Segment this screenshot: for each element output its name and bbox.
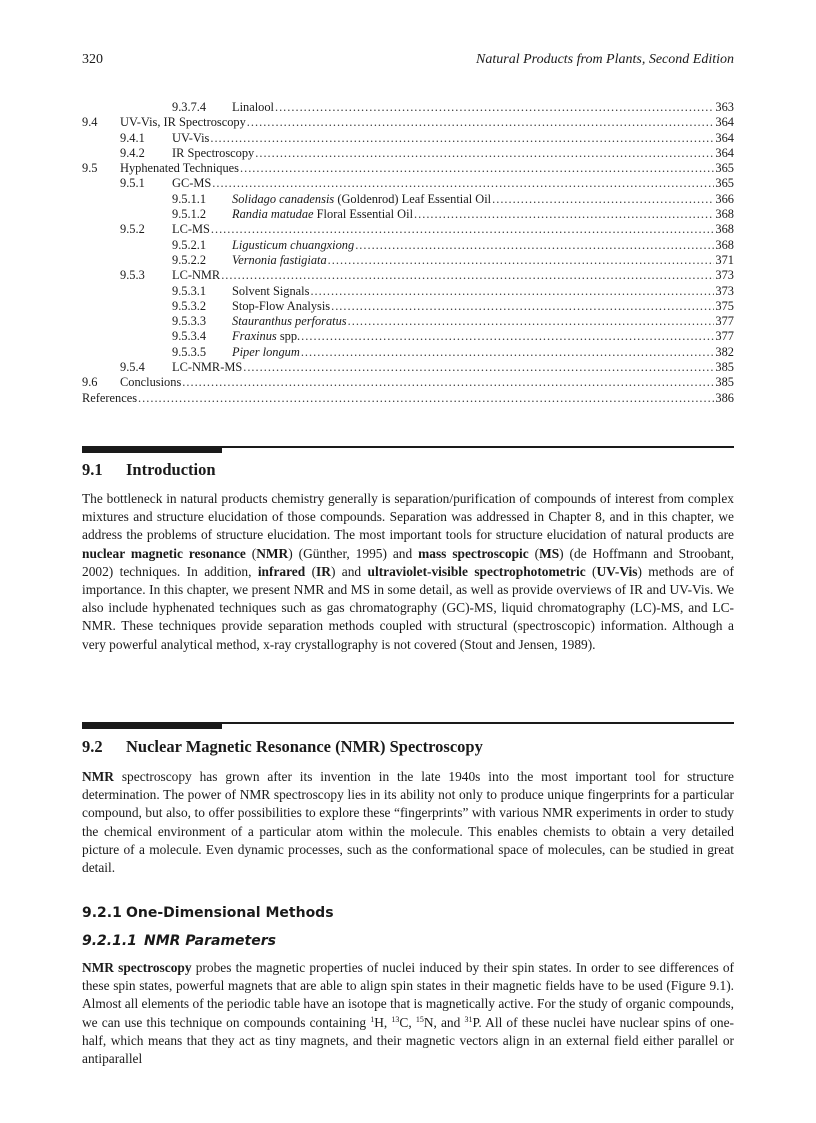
toc-entry xyxy=(82,314,734,329)
subsection-heading-one-dimensional-methods: 9.2.1 One-Dimensional Methods xyxy=(82,905,334,921)
toc-entry-number: 9.5.3.3 xyxy=(172,314,207,329)
toc-entry-number: 9.5.3.4 xyxy=(172,329,207,344)
toc-entry-label: LC-NMR xyxy=(172,268,221,283)
toc-entry-page: 377 xyxy=(715,314,734,329)
toc-entry xyxy=(82,268,734,283)
toc-entry-label: LC-MS xyxy=(172,222,210,237)
toc-leader-dots xyxy=(211,222,715,237)
toc-entry xyxy=(82,299,734,314)
toc-entry-label: Hyphenated Techniques xyxy=(120,161,239,176)
toc-entry-page: 365 xyxy=(715,161,734,176)
toc-leader-dots xyxy=(331,299,714,314)
toc-entry xyxy=(82,161,734,176)
subsubsection-heading-nmr-parameters: 9.2.1.1 NMR Parameters xyxy=(82,933,276,949)
toc-entry-label: Vernonia fastigiata xyxy=(232,252,327,267)
toc-entry-page: 373 xyxy=(715,283,734,298)
toc-entry-number: 9.5.3.1 xyxy=(172,283,207,298)
toc-entry-page: 385 xyxy=(715,375,734,390)
page-number: 320 xyxy=(82,52,103,67)
toc-leader-dots xyxy=(301,329,714,344)
toc-entry-number: 9.6 xyxy=(82,375,98,390)
toc-entry-page: 368 xyxy=(715,222,734,237)
toc-entry-label: Conclusions xyxy=(120,375,182,390)
toc-entry-label: Fraxinus spp. xyxy=(232,329,301,344)
toc-entry-page: 386 xyxy=(715,390,734,405)
toc-entry-number: 9.5.1 xyxy=(120,176,145,191)
toc-entry-number: 9.4.2 xyxy=(120,145,145,160)
toc-entry xyxy=(82,176,734,191)
section-rule-accent xyxy=(82,448,222,453)
toc-leader-dots xyxy=(210,131,714,146)
toc-leader-dots xyxy=(301,345,715,360)
toc-leader-dots xyxy=(255,146,714,161)
toc-leader-dots xyxy=(240,161,714,176)
toc-entry-page: 364 xyxy=(715,145,734,160)
section-rule-accent xyxy=(82,724,222,729)
toc-entry-label: Stauranthus perforatus xyxy=(232,314,347,329)
nmr-parameters-paragraph: NMR spectroscopy probes the magnetic properties of nuclei induced by their spin states. In order to see differences of these spin states, powerful magnets that are able to align spin states in their magnetic fields have to be used (Figure 9.1). Almost all elements of the periodic table have an isotope that is magnetically active. For the study of organic compounds, we can use this technique on compounds containing $^1$H, $^{13}$C, $^{15}$N, and $^{31}$P. All of these nuclei have nuclear spins of one-half, which means that they act as tiny magnets, and their magnetic vectors align in an external field either parallel or antiparallel xyxy=(82,960,734,1067)
toc-leader-dots xyxy=(247,115,715,130)
toc-entry xyxy=(82,131,734,146)
toc-entry-number: 9.5.4 xyxy=(120,360,145,375)
toc-entry-label: IR Spectroscopy xyxy=(172,145,255,160)
toc-leader-dots xyxy=(243,360,714,375)
toc-entry-label: Piper longum xyxy=(232,344,300,359)
section-rule xyxy=(82,446,734,448)
toc-entry-number: 9.5.2.1 xyxy=(172,237,207,252)
toc-entry-number: 9.5.3.2 xyxy=(172,298,207,313)
toc-entry xyxy=(82,238,734,253)
toc-entry-number: 9.5.2.2 xyxy=(172,252,207,267)
toc-entry xyxy=(82,284,734,299)
toc-entry xyxy=(82,375,734,390)
toc-entry-label: Solvent Signals xyxy=(232,283,310,298)
toc-entry-label: Stop-Flow Analysis xyxy=(232,298,331,313)
toc-entry-page: 385 xyxy=(715,360,734,375)
toc-entry xyxy=(82,115,734,130)
toc-entry-page: 365 xyxy=(715,176,734,191)
toc-entry-page: 364 xyxy=(715,115,734,130)
intro-paragraph: The bottleneck in natural products chemistry generally is separation/purification of compounds of interest from complex mixtures and structure elucidation of those compounds. Separation was addressed in Chapter 8, and in this chapter, we address the problems of structure elucidation. The most important tools for structure elucidation of natural products are nuclear magnetic resonance (NMR) (Günther, 1995) and mass spectroscopic (MS) (de Hoffmann and Stroobant, 2002) techniques. In addition, infrared (IR) and ultraviolet-visible spectrophotometric (UV-Vis) methods are of importance. In this chapter, we present NMR and MS in some detail, as well as provide overviews of IR and UV-Vis. We also include hyphenated techniques such as gas chromatography (GC)-MS, liquid chromatography (LC)-MS, and LC-NMR. These techniques provide separation methods coupled with structural (spectroscopic) information. Although a very powerful analytical method, x-ray crystallography is not covered (Stout and Jensen, 1989). xyxy=(82,491,734,652)
toc-entry-label: GC-MS xyxy=(172,176,212,191)
table-of-contents xyxy=(82,100,734,406)
toc-entry-label: Ligusticum chuangxiong xyxy=(232,237,355,252)
toc-leader-dots xyxy=(414,207,714,222)
toc-entry-label: Randia matudae Floral Essential Oil xyxy=(232,207,414,222)
toc-entry xyxy=(82,192,734,207)
toc-leader-dots xyxy=(138,391,714,406)
toc-entry-page: 382 xyxy=(715,344,734,359)
toc-entry-page: 368 xyxy=(715,207,734,222)
toc-leader-dots xyxy=(212,176,714,191)
toc-leader-dots xyxy=(275,100,714,115)
toc-entry-label: References xyxy=(82,390,138,405)
toc-entry-number: 9.5.2 xyxy=(120,222,145,237)
toc-leader-dots xyxy=(492,192,714,207)
toc-entry xyxy=(82,207,734,222)
toc-entry-page: 375 xyxy=(715,298,734,313)
toc-entry-number: 9.4.1 xyxy=(120,130,145,145)
toc-entry-page: 373 xyxy=(715,268,734,283)
book-title: Natural Products from Plants, Second Edition xyxy=(476,52,734,67)
toc-entry-label: UV-Vis xyxy=(172,130,210,145)
toc-entry-number: 9.5 xyxy=(82,161,98,176)
toc-entry-page: 377 xyxy=(715,329,734,344)
toc-entry xyxy=(82,360,734,375)
toc-entry-page: 371 xyxy=(715,252,734,267)
toc-entry-label: Solidago canadensis (Goldenrod) Leaf Essential Oil xyxy=(232,191,492,206)
toc-entry-label: UV-Vis, IR Spectroscopy xyxy=(120,115,246,130)
toc-leader-dots xyxy=(348,314,715,329)
section-heading-nmr: 9.2 Nuclear Magnetic Resonance (NMR) Spectroscopy xyxy=(82,737,483,756)
toc-entry xyxy=(82,222,734,237)
toc-entry-page: 363 xyxy=(715,100,734,114)
toc-entry-number: 9.5.3 xyxy=(120,268,145,283)
toc-entry-number: 9.3.7.4 xyxy=(172,100,207,114)
toc-entry xyxy=(82,329,734,344)
toc-leader-dots xyxy=(221,268,714,283)
toc-entry-label: Linalool xyxy=(232,100,274,114)
toc-leader-dots xyxy=(328,253,715,268)
toc-entry-label: LC-NMR-MS xyxy=(172,360,243,375)
toc-entry-page: 366 xyxy=(715,191,734,206)
toc-entry-number: 9.4 xyxy=(82,115,98,130)
toc-leader-dots xyxy=(182,375,714,390)
toc-entry-page: 368 xyxy=(715,237,734,252)
toc-leader-dots xyxy=(355,238,714,253)
section-heading-introduction: 9.1 Introduction xyxy=(82,460,216,479)
toc-entry-number: 9.5.1.1 xyxy=(172,191,207,206)
toc-entry xyxy=(82,391,734,406)
toc-entry xyxy=(82,345,734,360)
toc-entry-number: 9.5.1.2 xyxy=(172,207,207,222)
toc-entry-page: 364 xyxy=(715,130,734,145)
toc-entry-number: 9.5.3.5 xyxy=(172,344,207,359)
toc-entry xyxy=(82,146,734,161)
section-rule xyxy=(82,722,734,724)
toc-entry xyxy=(82,100,734,115)
toc-entry xyxy=(82,253,734,268)
nmr-paragraph: NMR spectroscopy has grown after its invention in the late 1940s into the most important tool for structure determination. The power of NMR spectroscopy lies in its ability not only to produce unique fingerprints for a particular compound, but also, to offer possibilities to explore these “fingerprints” with various NMR experiments in order to study the chemical environment of a particular atom within the molecule. This enables chemists to obtain a very detailed picture of a molecule. Even dynamic processes, such as the conformational space of molecules, can be studied in great detail. xyxy=(82,769,734,876)
toc-leader-dots xyxy=(310,284,714,299)
